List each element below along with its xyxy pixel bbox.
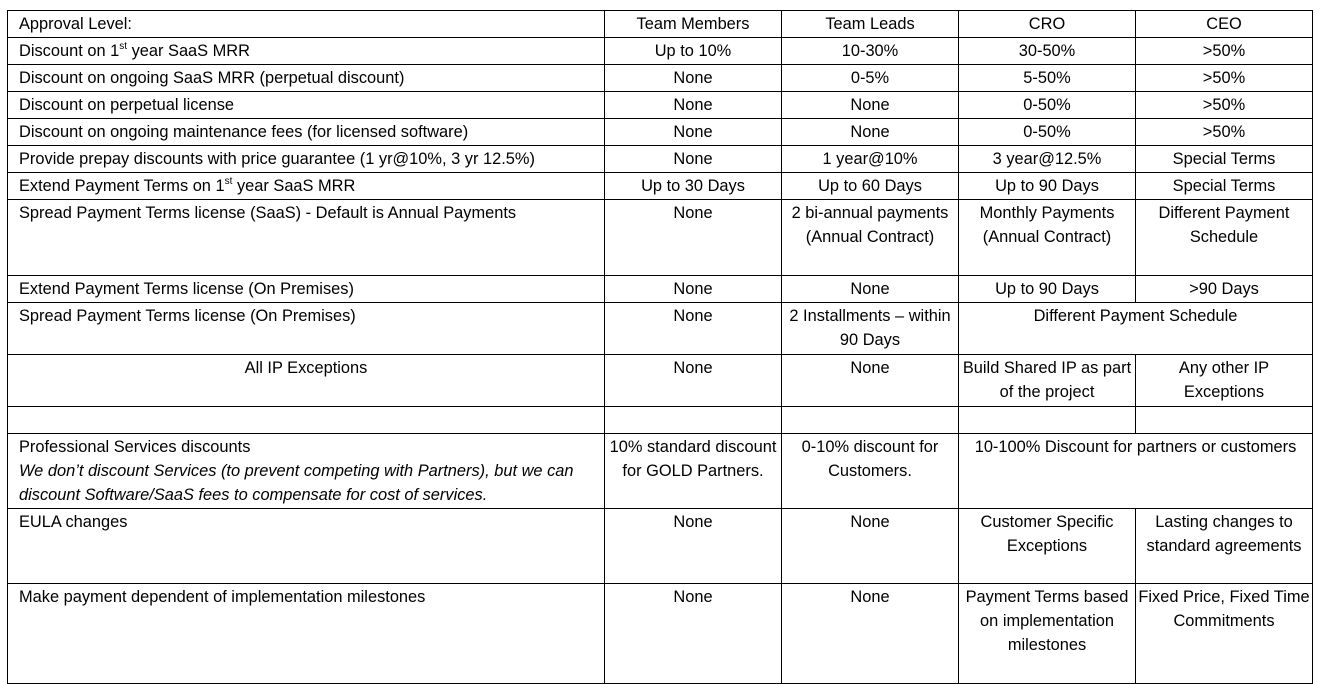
team-leads-cell: None <box>782 119 959 146</box>
approval-matrix-table <box>7 10 1313 684</box>
team-members-cell: None <box>605 276 782 303</box>
ceo-cell: Special Terms <box>1136 146 1313 173</box>
table-row <box>8 92 1313 119</box>
cro-cell: Monthly Payments (Annual Contract) <box>959 200 1136 276</box>
team-leads-cell: None <box>782 276 959 303</box>
ceo-cell: Any other IP Exceptions <box>1136 355 1313 407</box>
table-row <box>8 146 1313 173</box>
row-label: Discount on perpetual license <box>8 92 605 119</box>
row-label: All IP Exceptions <box>8 355 605 407</box>
row-note: We don’t discount Services (to prevent competing with Partners), but we can discount Software/SaaS fees to compensate for cost of services. <box>19 462 574 504</box>
team-members-cell: None <box>605 92 782 119</box>
ceo-cell: Lasting changes to standard agreements <box>1136 509 1313 584</box>
team-leads-cell: None <box>782 355 959 407</box>
row-label-text: year SaaS MRR <box>127 42 250 60</box>
table-row <box>8 38 1313 65</box>
team-members-cell: None <box>605 65 782 92</box>
row-label: Spread Payment Terms license (SaaS) - Default is Annual Payments <box>8 200 605 276</box>
team-leads-cell: 2 Installments – within 90 Days <box>782 303 959 355</box>
table-row <box>8 276 1313 303</box>
team-members-cell: Up to 10% <box>605 38 782 65</box>
team-leads-cell: 2 bi-annual payments (Annual Contract) <box>782 200 959 276</box>
team-members-cell: Up to 30 Days <box>605 173 782 200</box>
team-members-cell: None <box>605 584 782 684</box>
table-row <box>8 434 1313 509</box>
table-row <box>8 200 1313 276</box>
ceo-cell: Special Terms <box>1136 173 1313 200</box>
cro-cell: 30-50% <box>959 38 1136 65</box>
row-label: Extend Payment Terms license (On Premises) <box>8 276 605 303</box>
empty-cell <box>959 407 1136 434</box>
row-label: EULA changes <box>8 509 605 584</box>
team-members-cell: None <box>605 146 782 173</box>
team-leads-cell: None <box>782 509 959 584</box>
team-leads-cell: 1 year@10% <box>782 146 959 173</box>
team-members-cell: None <box>605 200 782 276</box>
empty-cell <box>605 407 782 434</box>
team-leads-cell: None <box>782 92 959 119</box>
ceo-cell: Different Payment Schedule <box>1136 200 1313 276</box>
row-label: Discount on ongoing SaaS MRR (perpetual discount) <box>8 65 605 92</box>
ordinal-suffix: st <box>119 41 128 52</box>
team-members-cell: None <box>605 509 782 584</box>
ceo-header: CEO <box>1136 11 1313 38</box>
cro-cell: Up to 90 Days <box>959 276 1136 303</box>
table-row <box>8 119 1313 146</box>
cro-cell: Up to 90 Days <box>959 173 1136 200</box>
cro-ceo-merged-cell: 10-100% Discount for partners or customers <box>959 434 1313 509</box>
row-label-text: Professional Services discounts <box>19 438 251 456</box>
cro-cell: 3 year@12.5% <box>959 146 1136 173</box>
cro-cell: Customer Specific Exceptions <box>959 509 1136 584</box>
table-row <box>8 173 1313 200</box>
team-leads-cell: 10-30% <box>782 38 959 65</box>
team-members-cell: 10% standard discount for GOLD Partners. <box>605 434 782 509</box>
team-leads-cell: 0-5% <box>782 65 959 92</box>
table-row <box>8 509 1313 584</box>
ceo-cell: >50% <box>1136 92 1313 119</box>
spacer-row <box>8 407 1313 434</box>
row-label-text: Extend Payment Terms on 1 <box>19 177 225 195</box>
ceo-cell: >90 Days <box>1136 276 1313 303</box>
ceo-cell: >50% <box>1136 65 1313 92</box>
empty-cell <box>8 407 605 434</box>
table-row <box>8 65 1313 92</box>
table-row <box>8 584 1313 684</box>
team-members-header: Team Members <box>605 11 782 38</box>
row-label <box>8 38 605 65</box>
row-label <box>8 434 605 509</box>
row-label <box>8 173 605 200</box>
cro-cell: 0-50% <box>959 92 1136 119</box>
row-label-text: year SaaS MRR <box>232 177 356 195</box>
empty-cell <box>1136 407 1313 434</box>
cro-cell: Payment Terms based on implementation milestones <box>959 584 1136 684</box>
row-label: Make payment dependent of implementation milestones <box>8 584 605 684</box>
header-row <box>8 11 1313 38</box>
row-label-text: Discount on 1 <box>19 42 120 60</box>
ceo-cell: >50% <box>1136 38 1313 65</box>
cro-cell: 0-50% <box>959 119 1136 146</box>
team-leads-header: Team Leads <box>782 11 959 38</box>
team-members-cell: None <box>605 303 782 355</box>
ordinal-suffix: st <box>224 176 233 187</box>
team-members-cell: None <box>605 119 782 146</box>
row-label: Provide prepay discounts with price guarantee (1 yr@10%, 3 yr 12.5%) <box>8 146 605 173</box>
team-leads-cell: Up to 60 Days <box>782 173 959 200</box>
approval-level-header: Approval Level: <box>8 11 605 38</box>
cro-cell: Build Shared IP as part of the project <box>959 355 1136 407</box>
table-row <box>8 355 1313 407</box>
row-label: Discount on ongoing maintenance fees (for licensed software) <box>8 119 605 146</box>
ceo-cell: Fixed Price, Fixed Time Commitments <box>1136 584 1313 684</box>
cro-cell: 5-50% <box>959 65 1136 92</box>
table-row <box>8 303 1313 355</box>
row-label: Spread Payment Terms license (On Premises) <box>8 303 605 355</box>
ceo-cell: >50% <box>1136 119 1313 146</box>
team-members-cell: None <box>605 355 782 407</box>
team-leads-cell: None <box>782 584 959 684</box>
cro-ceo-merged-cell: Different Payment Schedule <box>959 303 1313 355</box>
cro-header: CRO <box>959 11 1136 38</box>
empty-cell <box>782 407 959 434</box>
team-leads-cell: 0-10% discount for Customers. <box>782 434 959 509</box>
